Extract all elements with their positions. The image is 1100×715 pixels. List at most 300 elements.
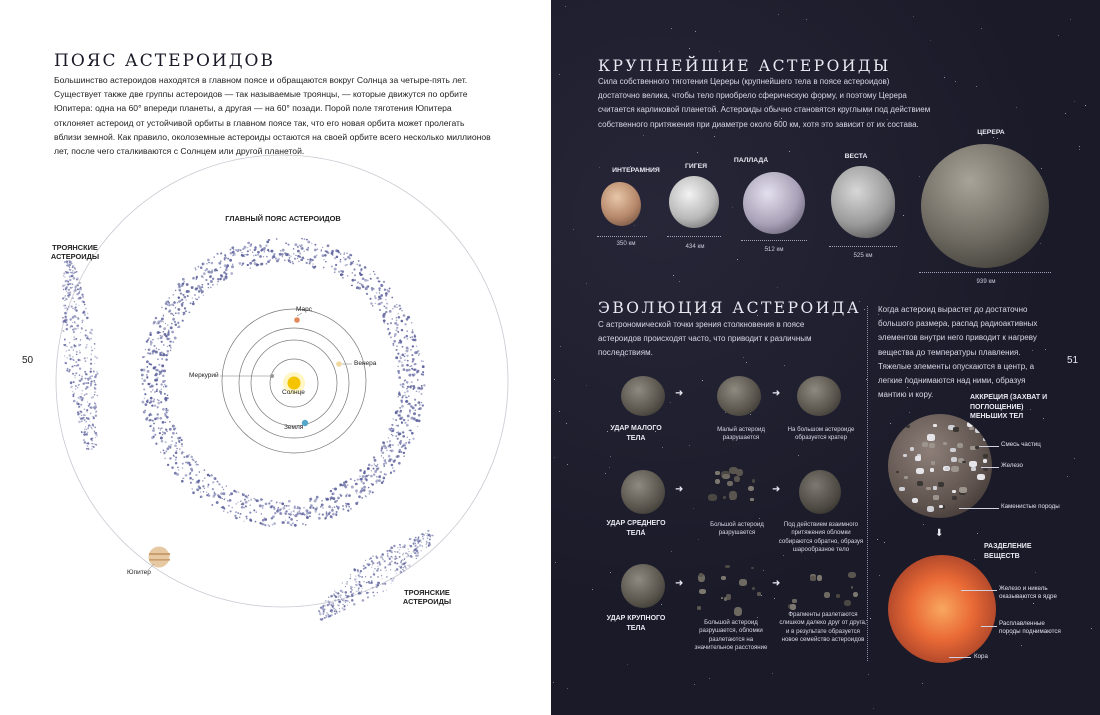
- trojan-asteroid-dot: [63, 344, 65, 346]
- trojan-asteroid-dot: [334, 599, 336, 601]
- belt-asteroid-dot: [208, 493, 209, 494]
- trojan-asteroid-dot: [86, 344, 88, 346]
- star: [884, 542, 885, 543]
- trojan-asteroid-dot: [325, 615, 327, 617]
- belt-asteroid-dot: [392, 308, 393, 309]
- belt-asteroid-dot: [168, 297, 169, 298]
- belt-asteroid-dot: [163, 321, 164, 322]
- trojan-asteroid-dot: [79, 417, 80, 418]
- belt-asteroid-dot: [162, 431, 164, 433]
- belt-asteroid-dot: [406, 388, 407, 389]
- belt-asteroid-dot: [153, 427, 155, 429]
- belt-asteroid-dot: [217, 284, 218, 285]
- belt-asteroid-dot: [421, 385, 423, 387]
- trojan-asteroid-dot: [330, 611, 331, 612]
- belt-asteroid-dot: [332, 513, 335, 516]
- trojan-asteroid-dot: [66, 325, 67, 326]
- belt-asteroid-dot: [171, 466, 174, 469]
- belt-asteroid-dot: [163, 355, 165, 357]
- trojan-asteroid-dot: [333, 602, 334, 603]
- star: [1033, 603, 1034, 604]
- belt-asteroid-dot: [396, 349, 398, 351]
- belt-asteroid-dot: [412, 388, 414, 390]
- star: [565, 6, 566, 7]
- belt-asteroid-dot: [389, 310, 392, 313]
- trojan-asteroid-dot: [385, 566, 387, 568]
- trojan-asteroid-dot: [80, 359, 81, 360]
- belt-asteroid-dot: [141, 374, 144, 377]
- belt-asteroid-dot: [417, 426, 418, 427]
- trojan-asteroid-dot: [325, 605, 326, 606]
- belt-asteroid-dot: [229, 249, 231, 251]
- trojan-asteroid-dot: [84, 378, 86, 380]
- trojan-asteroid-dot: [91, 427, 92, 428]
- trojan-asteroid-dot: [76, 293, 79, 296]
- belt-asteroid-dot: [294, 258, 296, 260]
- trojan-asteroid-dot: [78, 305, 79, 306]
- interamnia-asteroid: [601, 182, 641, 226]
- belt-asteroid-dot: [270, 506, 272, 508]
- belt-asteroid-dot: [422, 365, 425, 368]
- star: [610, 572, 611, 573]
- belt-asteroid-dot: [290, 518, 293, 521]
- belt-asteroid-dot: [254, 249, 256, 251]
- belt-asteroid-dot: [297, 246, 299, 248]
- belt-asteroid-dot: [241, 504, 242, 505]
- belt-asteroid-dot: [158, 427, 160, 429]
- belt-asteroid-dot: [196, 299, 198, 301]
- belt-asteroid-dot: [220, 267, 222, 269]
- trojan-asteroid-dot: [430, 537, 431, 538]
- belt-asteroid-dot: [257, 254, 259, 256]
- belt-asteroid-dot: [374, 470, 377, 473]
- belt-asteroid-dot: [259, 244, 261, 246]
- belt-asteroid-dot: [380, 294, 383, 297]
- belt-asteroid-dot: [177, 283, 180, 286]
- accreted-particle: [927, 506, 934, 512]
- belt-asteroid-dot: [165, 441, 167, 443]
- trojan-asteroid-dot: [73, 277, 76, 280]
- trojan-asteroid-dot: [74, 301, 75, 302]
- belt-asteroid-dot: [225, 276, 228, 279]
- belt-asteroid-dot: [250, 500, 251, 501]
- belt-asteroid-dot: [141, 378, 142, 379]
- belt-asteroid-dot: [306, 248, 309, 251]
- belt-asteroid-dot: [380, 284, 383, 287]
- belt-asteroid-dot: [359, 478, 362, 481]
- trojan-asteroid-dot: [73, 291, 74, 292]
- trojan-asteroid-dot: [368, 592, 370, 594]
- trojan-asteroid-dot: [415, 537, 417, 539]
- belt-asteroid-dot: [383, 319, 386, 322]
- star: [697, 152, 698, 153]
- belt-asteroid-dot: [289, 509, 290, 510]
- star: [772, 673, 773, 674]
- trojan-asteroid-dot: [85, 334, 87, 336]
- belt-asteroid-dot: [386, 450, 388, 452]
- belt-asteroid-dot: [412, 361, 414, 363]
- evolution-divider: [867, 306, 868, 661]
- belt-asteroid-dot: [350, 478, 352, 480]
- belt-asteroid-dot: [229, 494, 230, 495]
- trojan-asteroid-dot: [418, 547, 419, 548]
- trojan-asteroid-dot: [88, 426, 89, 427]
- belt-asteroid-dot: [421, 360, 423, 362]
- row2-asteroid-reassembled: [799, 470, 841, 514]
- accreted-particle: [939, 505, 943, 508]
- belt-asteroid-dot: [151, 414, 153, 416]
- belt-asteroid-dot: [376, 465, 378, 467]
- trojan-asteroid-dot: [73, 328, 75, 330]
- trojan-asteroid-dot: [83, 417, 84, 418]
- star: [870, 618, 871, 619]
- star: [599, 167, 600, 168]
- trojan-asteroid-dot: [81, 415, 82, 416]
- asteroid-fragment: [851, 586, 854, 589]
- asteroid-fragment: [734, 476, 740, 483]
- trojan-asteroid-dot: [400, 571, 403, 574]
- star: [789, 151, 790, 152]
- belt-asteroid-dot: [166, 447, 169, 450]
- belt-asteroid-dot: [208, 494, 211, 497]
- trojan-asteroid-dot: [72, 270, 74, 272]
- trojan-asteroid-dot: [84, 357, 86, 359]
- belt-asteroid-dot: [357, 501, 358, 502]
- belt-asteroid-dot: [374, 459, 377, 462]
- belt-asteroid-dot: [190, 456, 193, 459]
- belt-asteroid-dot: [164, 384, 166, 386]
- belt-asteroid-dot: [200, 266, 203, 269]
- belt-asteroid-dot: [378, 296, 381, 299]
- row3-arrow-1: ➜: [675, 578, 684, 589]
- trojan-asteroid-dot: [84, 431, 87, 434]
- trojan-asteroid-dot: [68, 371, 70, 373]
- belt-asteroid-dot: [403, 435, 405, 437]
- belt-asteroid-dot: [399, 340, 400, 341]
- belt-asteroid-dot: [320, 506, 322, 508]
- belt-asteroid-dot: [190, 472, 192, 474]
- belt-asteroid-dot: [292, 261, 293, 262]
- trojan-asteroid-dot: [333, 593, 335, 595]
- trojan-asteroid-dot: [72, 394, 74, 396]
- belt-asteroid-dot: [359, 469, 362, 472]
- belt-asteroid-dot: [422, 404, 424, 406]
- belt-asteroid-dot: [399, 432, 402, 435]
- star: [737, 259, 738, 260]
- trojan-asteroid-dot: [95, 412, 96, 413]
- belt-asteroid-dot: [385, 299, 386, 300]
- belt-asteroid-dot: [198, 296, 200, 298]
- trojan-asteroid-dot: [73, 339, 75, 341]
- trojan-asteroid-dot: [72, 283, 73, 284]
- belt-asteroid-dot: [157, 358, 158, 359]
- belt-asteroid-dot: [262, 499, 263, 500]
- belt-asteroid-dot: [197, 482, 199, 484]
- belt-asteroid-dot: [312, 507, 314, 509]
- mars-pointer: [297, 313, 302, 316]
- trojan-asteroid-dot: [80, 332, 81, 333]
- belt-asteroid-dot: [148, 349, 150, 351]
- belt-asteroid-dot: [207, 259, 210, 262]
- asteroid-name-ceres: ЦЕРЕРА: [977, 129, 1005, 136]
- belt-asteroid-dot: [148, 337, 150, 339]
- belt-asteroid-dot: [144, 393, 146, 395]
- trojan-asteroid-dot: [397, 547, 398, 548]
- belt-asteroid-dot: [247, 247, 248, 248]
- star: [1016, 107, 1017, 108]
- asteroid-fragment: [725, 565, 730, 569]
- belt-asteroid-dot: [249, 245, 251, 247]
- trojans-left-label: [40, 243, 110, 261]
- accreted-particle: [929, 443, 935, 448]
- belt-asteroid-dot: [401, 329, 403, 331]
- trojan-asteroid-dot: [377, 582, 378, 583]
- belt-asteroid-dot: [173, 315, 174, 316]
- belt-asteroid-dot: [277, 508, 279, 510]
- belt-asteroid-dot: [311, 259, 313, 261]
- trojan-asteroid-dot: [344, 601, 345, 602]
- trojan-asteroid-dot: [399, 544, 401, 546]
- belt-asteroid-dot: [178, 309, 180, 311]
- trojan-asteroid-dot: [340, 596, 342, 598]
- belt-asteroid-dot: [396, 324, 399, 327]
- trojan-asteroid-dot: [62, 285, 64, 287]
- belt-asteroid-dot: [366, 496, 367, 497]
- belt-asteroid-dot: [414, 351, 417, 354]
- belt-asteroid-dot: [332, 488, 333, 489]
- trojan-asteroid-dot: [79, 396, 81, 398]
- belt-asteroid-dot: [268, 502, 270, 504]
- trojan-asteroid-dot: [72, 322, 73, 323]
- row1-asteroid-cratered: [797, 376, 841, 416]
- accreted-particle: [896, 471, 899, 473]
- belt-asteroid-dot: [149, 352, 151, 354]
- belt-asteroid-dot: [354, 279, 356, 281]
- trojan-asteroid-dot: [63, 272, 65, 274]
- belt-asteroid-dot: [170, 446, 171, 447]
- belt-asteroid-dot: [195, 269, 196, 270]
- trojan-asteroid-dot: [94, 356, 96, 358]
- trojan-asteroid-dot: [75, 303, 76, 304]
- belt-asteroid-dot: [361, 481, 363, 483]
- belt-asteroid-dot: [404, 445, 406, 447]
- belt-asteroid-dot: [391, 464, 394, 467]
- trojan-asteroid-dot: [407, 553, 409, 555]
- belt-asteroid-dot: [398, 316, 401, 319]
- belt-asteroid-dot: [346, 253, 347, 254]
- belt-asteroid-dot: [282, 249, 285, 252]
- trojan-asteroid-dot: [96, 357, 97, 358]
- belt-asteroid-dot: [384, 289, 386, 291]
- belt-asteroid-dot: [223, 271, 226, 274]
- belt-asteroid-dot: [167, 350, 170, 353]
- star: [567, 464, 568, 465]
- trojan-asteroid-dot: [362, 588, 363, 589]
- belt-asteroid-dot: [295, 255, 296, 256]
- belt-asteroid-dot: [273, 522, 276, 525]
- trojan-asteroid-dot: [377, 576, 379, 578]
- belt-asteroid-dot: [391, 424, 393, 426]
- trojan-asteroid-dot: [358, 591, 361, 594]
- belt-asteroid-dot: [418, 391, 420, 393]
- belt-asteroid-dot: [210, 280, 213, 283]
- trojan-asteroid-dot: [395, 558, 397, 560]
- trojan-asteroid-dot: [79, 352, 81, 354]
- belt-asteroid-dot: [244, 499, 246, 501]
- belt-asteroid-dot: [249, 262, 252, 265]
- evolution-title: ЭВОЛЮЦИЯ АСТЕРОИДА: [598, 299, 862, 317]
- belt-asteroid-dot: [182, 278, 185, 281]
- belt-asteroid-dot: [247, 254, 249, 256]
- belt-asteroid-dot: [154, 366, 157, 369]
- star: [553, 682, 554, 683]
- belt-asteroid-dot: [268, 524, 269, 525]
- belt-asteroid-dot: [241, 506, 244, 509]
- belt-asteroid-dot: [278, 509, 281, 512]
- trojan-asteroid-dot: [79, 374, 81, 376]
- belt-asteroid-dot: [303, 251, 304, 252]
- belt-asteroid-dot: [192, 303, 195, 306]
- trojan-asteroid-dot: [345, 600, 346, 601]
- star: [981, 28, 982, 29]
- star: [759, 518, 760, 519]
- belt-asteroid-dot: [407, 404, 408, 405]
- star: [566, 423, 567, 424]
- belt-asteroid-dot: [411, 365, 413, 367]
- trojan-asteroid-dot: [357, 571, 358, 572]
- belt-asteroid-dot: [416, 345, 417, 346]
- belt-asteroid-dot: [212, 495, 215, 498]
- belt-asteroid-dot: [144, 398, 146, 400]
- sun-label: Солнце: [282, 389, 305, 396]
- star: [634, 225, 635, 226]
- belt-asteroid-dot: [293, 514, 294, 515]
- belt-asteroid-dot: [163, 432, 166, 435]
- trojan-asteroid-dot: [64, 339, 66, 341]
- largest-asteroids-title: КРУПНЕЙШИЕ АСТЕРОИДЫ: [598, 57, 891, 75]
- accreted-particle: [953, 427, 959, 432]
- belt-asteroid-dot: [152, 420, 154, 422]
- trojan-asteroid-dot: [427, 538, 428, 539]
- star: [554, 457, 555, 458]
- belt-asteroid-dot: [203, 491, 205, 493]
- star: [806, 19, 807, 20]
- trojan-asteroid-dot: [90, 363, 92, 365]
- belt-asteroid-dot: [378, 287, 381, 290]
- belt-asteroid-dot: [167, 353, 169, 355]
- trojan-asteroid-dot: [85, 393, 87, 395]
- trojan-asteroid-dot: [87, 427, 89, 429]
- belt-asteroid-dot: [175, 290, 177, 292]
- trojan-asteroid-dot: [81, 393, 82, 394]
- belt-asteroid-dot: [142, 383, 144, 385]
- belt-asteroid-dot: [212, 481, 214, 483]
- belt-asteroid-dot: [174, 337, 177, 340]
- belt-asteroid-dot: [182, 302, 184, 304]
- trojan-asteroid-dot: [90, 378, 91, 379]
- trojan-asteroid-dot: [94, 444, 95, 445]
- trojan-asteroid-dot: [387, 555, 389, 557]
- belt-asteroid-dot: [168, 304, 170, 306]
- trojan-asteroid-dot: [350, 576, 351, 577]
- trojan-asteroid-dot: [87, 401, 88, 402]
- belt-asteroid-dot: [395, 329, 397, 331]
- trojan-asteroid-dot: [347, 596, 349, 598]
- belt-asteroid-dot: [153, 385, 154, 386]
- accreted-particle: [943, 442, 947, 445]
- trojan-asteroid-dot: [66, 291, 67, 292]
- trojan-asteroid-dot: [77, 364, 79, 366]
- belt-asteroid-dot: [227, 500, 229, 502]
- trojan-asteroid-dot: [93, 446, 95, 448]
- belt-asteroid-dot: [405, 448, 407, 450]
- belt-asteroid-dot: [395, 411, 396, 412]
- ceres-asteroid: [921, 144, 1049, 268]
- accreted-particle: [904, 476, 908, 479]
- trojan-asteroid-dot: [73, 345, 75, 347]
- belt-asteroid-dot: [382, 441, 384, 443]
- belt-asteroid-dot: [336, 500, 338, 502]
- belt-asteroid-dot: [172, 318, 175, 321]
- star: [673, 275, 674, 276]
- belt-asteroid-dot: [167, 464, 169, 466]
- belt-asteroid-dot: [411, 336, 413, 338]
- trojan-asteroid-dot: [358, 590, 359, 591]
- belt-asteroid-dot: [397, 455, 400, 458]
- belt-asteroid-dot: [322, 247, 323, 248]
- trojan-asteroid-dot: [380, 570, 381, 571]
- belt-asteroid-dot: [206, 492, 207, 493]
- trojan-asteroid-dot: [324, 608, 326, 610]
- trojan-asteroid-dot: [329, 615, 331, 617]
- trojan-asteroid-dot: [80, 418, 82, 420]
- asteroid-fragment: [724, 597, 728, 601]
- belt-asteroid-dot: [326, 251, 329, 254]
- belt-asteroid-dot: [153, 436, 155, 438]
- belt-asteroid-dot: [169, 309, 172, 312]
- venus-planet: [336, 361, 342, 367]
- trojan-asteroid-dot: [69, 266, 70, 267]
- trojan-asteroid-dot: [74, 269, 75, 270]
- belt-asteroid-dot: [208, 262, 210, 264]
- trojan-asteroid-dot: [84, 371, 86, 373]
- belt-asteroid-dot: [173, 304, 175, 306]
- trojan-asteroid-dot: [91, 443, 92, 444]
- belt-asteroid-dot: [247, 250, 249, 252]
- belt-asteroid-dot: [240, 513, 242, 515]
- belt-asteroid-dot: [401, 421, 403, 423]
- star: [778, 14, 779, 15]
- belt-asteroid-dot: [325, 517, 327, 519]
- belt-asteroid-dot: [388, 445, 390, 447]
- belt-asteroid-dot: [202, 263, 204, 265]
- trojan-asteroid-dot: [382, 559, 383, 560]
- belt-asteroid-dot: [390, 450, 392, 452]
- belt-asteroid-dot: [331, 517, 333, 519]
- belt-asteroid-dot: [309, 515, 311, 517]
- belt-asteroid-dot: [212, 278, 214, 280]
- main-belt-label: ГЛАВНЫЙ ПОЯС АСТЕРОИДОВ: [225, 214, 341, 223]
- vesta-asteroid: [831, 166, 895, 238]
- belt-asteroid-dot: [364, 266, 367, 269]
- belt-asteroid-dot: [358, 260, 360, 262]
- asteroid-fragment: [739, 579, 747, 585]
- trojan-asteroid-dot: [418, 536, 420, 538]
- trojan-asteroid-dot: [347, 605, 348, 606]
- belt-asteroid-dot: [394, 459, 396, 461]
- belt-asteroid-dot: [161, 364, 164, 367]
- belt-asteroid-dot: [366, 480, 368, 482]
